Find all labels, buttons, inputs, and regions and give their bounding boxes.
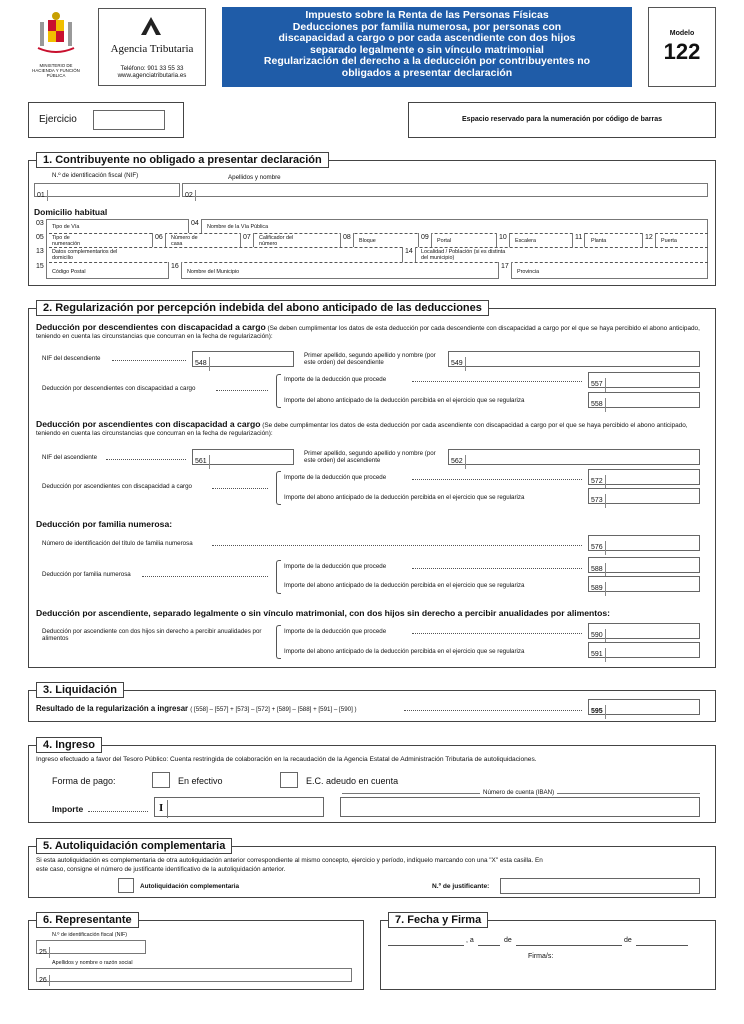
box-number: 03	[34, 219, 47, 233]
leader-dots	[88, 811, 148, 812]
domicilio-heading: Domicilio habitual	[34, 207, 108, 217]
input-561[interactable]	[192, 449, 294, 465]
leader-dots	[106, 459, 186, 460]
box-number: 13	[34, 247, 47, 262]
rep-nif-input[interactable]	[36, 940, 146, 954]
compl-desc-2: este caso, consigne el número de justificante identificativo de la autoliquidación anterior.	[36, 866, 286, 873]
nif-label: N.º de identificación fiscal (NIF)	[52, 172, 139, 179]
desc-paragraph	[36, 323, 710, 341]
leader-dots	[412, 381, 582, 382]
box-number: 591	[589, 648, 606, 662]
input-562[interactable]	[448, 449, 700, 465]
field-label: Puerta	[661, 238, 677, 244]
nif-desc-label: NIF del descendiente	[42, 355, 101, 362]
rep-name-label: Apellidos y nombre o razón social	[52, 960, 133, 966]
brace	[276, 471, 281, 505]
field-label: Tipo de Vía	[52, 224, 80, 230]
brace	[276, 374, 281, 408]
input-548[interactable]	[192, 351, 294, 367]
field-planta[interactable]	[572, 233, 642, 247]
input-589[interactable]	[588, 576, 700, 592]
nif-input[interactable]	[34, 183, 180, 197]
input-558[interactable]	[588, 392, 700, 408]
field-label: Bloque	[359, 238, 376, 244]
liquidacion-row	[36, 704, 357, 713]
ape-asc-label: Primer apellido, segundo apellido y nombre (por este orden) del ascendiente	[304, 450, 436, 464]
field-nombre-via[interactable]	[188, 219, 708, 233]
box-number: 589	[589, 582, 606, 596]
leader-dots	[404, 710, 582, 711]
field-municipio[interactable]	[168, 262, 498, 279]
box-number: 08	[341, 233, 354, 247]
box-number: 16	[169, 262, 182, 279]
fecha-a: , a	[466, 937, 474, 944]
field-datos-complementarios[interactable]	[34, 247, 402, 262]
section-7-title: 7. Fecha y Firma	[388, 912, 488, 928]
forma-pago-label: Forma de pago:	[52, 776, 116, 786]
justificante-input[interactable]	[500, 878, 700, 894]
field-label: Provincia	[517, 269, 540, 275]
input-591[interactable]	[588, 642, 700, 658]
box-number: 06	[153, 233, 166, 247]
field-label: Planta	[591, 238, 607, 244]
complementaria-checkbox[interactable]	[118, 878, 134, 893]
name-input[interactable]	[182, 183, 708, 197]
field-label: Nombre del Municipio	[187, 269, 240, 275]
box-number: 01	[35, 190, 48, 201]
field-label: Calificador del número	[259, 235, 294, 247]
importe-abono-label: Importe del abono anticipado de la deducción percibida en el ejercicio que se regulariza	[284, 397, 525, 404]
coat-of-arms-icon	[28, 10, 84, 58]
field-label: Número de casa	[171, 235, 198, 247]
modelo-box	[648, 7, 716, 87]
adeudo-label: E.C. adeudo en cuenta	[306, 776, 399, 786]
desc-title: Deducción por descendientes con discapacidad a cargo	[36, 322, 266, 332]
asc-title: Deducción por ascendientes con discapacidad a cargo	[36, 419, 261, 429]
fecha-de-2: de	[624, 937, 632, 944]
asc-note-1: (Se debe cumplimentar los datos de esta deducción por cada ascendiente con discapacidad a cargo por el que	[262, 422, 577, 429]
leader-dots	[142, 576, 268, 577]
box-number: 02	[183, 190, 196, 201]
box-number: 15	[34, 262, 47, 279]
ejercicio-box	[28, 102, 184, 138]
modelo-label: Modelo	[669, 30, 695, 37]
box-number: 04	[189, 219, 202, 233]
field-calificador[interactable]	[240, 233, 340, 247]
input-590[interactable]	[588, 623, 700, 639]
input-549[interactable]	[448, 351, 700, 367]
box-number: 573	[589, 494, 606, 508]
fam-num-label: Número de identificación del título de familia numerosa	[42, 540, 193, 547]
title-line: separado legalmente o sin vínculo matrimonial	[310, 43, 544, 56]
agency-box	[98, 8, 206, 86]
input-557[interactable]	[588, 372, 700, 388]
title-line: discapacidad a cargo o por cada ascendiente con dos hijos	[278, 32, 576, 45]
section-5-title: 5. Autoliquidación complementaria	[36, 838, 232, 854]
barcode-area	[408, 102, 716, 138]
input-595[interactable]	[588, 699, 700, 715]
box-number: 09	[419, 233, 432, 247]
brace	[276, 625, 281, 659]
box-number: 595	[589, 705, 606, 719]
ded-fam-label: Deducción por familia numerosa	[42, 571, 131, 578]
ape-desc-label: Primer apellido, segundo apellido y nombre (por este orden) del descendiente	[304, 352, 436, 366]
ded-sep-label: Deducción por ascendiente con dos hijos sin derecho a percibir anualidades por alimentos	[42, 628, 262, 642]
field-portal[interactable]	[418, 233, 496, 247]
compl-desc-1: Si esta autoliquidación es complementaria de otra autoliquidación anterior correspondiente al mismo concepto, ejercicio y período, indíquelo marcando con una "X" esta casilla. En	[36, 857, 543, 864]
agency-logo-icon	[139, 15, 163, 37]
ejercicio-input[interactable]	[93, 110, 165, 130]
leader-dots	[216, 390, 268, 391]
field-tipo-via[interactable]	[34, 219, 188, 233]
field-label: Tipo de numeración	[52, 235, 81, 247]
box-number: 558	[589, 398, 606, 412]
complementaria-label: Autoliquidación complementaria	[140, 883, 240, 890]
brace	[276, 560, 281, 594]
field-label: Datos complementarios del domicilio	[52, 249, 118, 261]
field-puerta[interactable]	[642, 233, 708, 247]
importe-abono-label: Importe del abono anticipado de la deducción percibida en el ejercicio que se regulariza	[284, 494, 525, 501]
title-line: Deducciones por familia numerosa, por personas con	[292, 20, 562, 33]
ingreso-desc: Ingreso efectuado a favor del Tesoro Público: Cuenta restringida de colaboración en la recaudación de la Agencia Estatal de Administración Tributaria de autoliquidaciones.	[36, 756, 537, 763]
field-localidad[interactable]	[402, 247, 708, 262]
input-576[interactable]	[588, 535, 700, 551]
ded-desc-label: Deducción por descendientes con discapacidad a cargo	[42, 385, 196, 392]
box-number: 14	[403, 247, 416, 262]
box-number: 07	[241, 233, 254, 247]
importe-input[interactable]	[154, 797, 324, 817]
title-line: obligados a presentar declaración	[341, 66, 513, 79]
importe-procede-label: Importe de la deducción que procede	[284, 628, 387, 635]
section-1-title: 1. Contribuyente no obligado a presentar declaración	[36, 152, 329, 168]
field-escalera[interactable]	[496, 233, 572, 247]
field-numero-casa[interactable]	[152, 233, 240, 247]
field-label: Localidad / Población (si es distinta del municipio)	[421, 249, 506, 261]
title-line: Impuesto sobre la Renta de las Personas Físicas	[305, 9, 549, 21]
box-number: 10	[497, 233, 510, 247]
desc-note-1: (Se deben cumplimentar los datos de esta deducción por cada descendiente con discapacidad a cargo por	[267, 325, 570, 332]
field-provincia[interactable]	[498, 262, 708, 279]
leader-dots	[412, 633, 582, 634]
field-label: Nombre de la Vía Pública	[207, 224, 269, 230]
ministry-logo	[28, 10, 84, 78]
field-label: Escalera	[515, 238, 536, 244]
firma-label: Firma/s:	[528, 953, 554, 960]
form-title-box	[222, 7, 632, 87]
year-line[interactable]	[636, 945, 688, 946]
leader-dots	[212, 545, 582, 546]
leader-dots	[412, 479, 582, 480]
leader-dots	[112, 360, 186, 361]
ded-asc-label: Deducción por ascendientes con discapacidad a cargo	[42, 483, 192, 490]
importe-i-mark: I	[155, 800, 168, 818]
ministry-name: MINISTERIO DE HACIENDA Y FUNCIÓN PÚBLICA	[32, 63, 80, 78]
agency-phone: Teléfono: 901 33 55 33	[120, 65, 184, 72]
sep-title: Deducción por ascendiente, separado legalmente o sin vínculo matrimonial, con dos hijos sin derecho a percibir anualidades por alimentos:	[36, 608, 611, 618]
rep-nif-label: N.º de identificación fiscal (NIF)	[52, 932, 128, 938]
box-number: 576	[589, 541, 606, 555]
input-572[interactable]	[588, 469, 700, 485]
box-number: 26	[37, 975, 50, 986]
rep-name-input[interactable]	[36, 968, 352, 982]
name-label: Apellidos y nombre	[228, 174, 281, 181]
adeudo-checkbox[interactable]	[280, 772, 298, 788]
importe-label: Importe	[52, 804, 84, 814]
box-number: 572	[589, 475, 606, 489]
box-number: 549	[449, 357, 466, 371]
box-number: 557	[589, 378, 606, 392]
importe-procede-label: Importe de la deducción que procede	[284, 474, 387, 481]
section-2-title: 2. Regularización por percepción indebida del abono anticipado de las deducciones	[36, 300, 489, 316]
section-4-title: 4. Ingreso	[36, 737, 102, 753]
month-line[interactable]	[516, 945, 622, 946]
iban-input[interactable]	[340, 797, 700, 817]
input-588[interactable]	[588, 557, 700, 573]
agency-web: www.agenciatributaria.es	[117, 72, 187, 79]
section-6-title: 6. Representante	[36, 912, 139, 928]
field-codigo-postal[interactable]	[34, 262, 168, 279]
asc-note-2: se haya percibido el abono anticipado, teniendo en cuenta las circunstancias que concurran en la fecha de regularización):	[36, 422, 688, 437]
desc-note-2: el que se haya percibido el abono anticipado, teniendo en cuenta las circunstancias que concurran en la fecha de regularización):	[36, 325, 700, 340]
justificante-label: N.º de justificante:	[432, 883, 490, 890]
field-label: Portal	[437, 238, 452, 244]
ejercicio-label: Ejercicio	[39, 114, 77, 125]
box-number: 12	[643, 233, 656, 247]
input-573[interactable]	[588, 488, 700, 504]
field-bloque[interactable]	[340, 233, 418, 247]
field-tipo-numeracion[interactable]	[34, 233, 152, 247]
fecha-de-1: de	[504, 937, 512, 944]
box-number: 25	[37, 947, 50, 958]
box-number: 590	[589, 629, 606, 643]
box-number: 548	[193, 357, 210, 371]
box-number: 561	[193, 455, 210, 469]
box-number: 562	[449, 455, 466, 469]
leader-dots	[412, 568, 582, 569]
barcode-label: Espacio reservado para la numeración por código de barras	[462, 116, 662, 123]
importe-abono-label: Importe del abono anticipado de la deducción percibida en el ejercicio que se regulariza	[284, 582, 525, 589]
box-number: 17	[499, 262, 512, 279]
importe-procede-label: Importe de la deducción que procede	[284, 376, 387, 383]
efectivo-checkbox[interactable]	[152, 772, 170, 788]
asc-paragraph	[36, 420, 710, 438]
box-number: 05	[34, 233, 47, 247]
section-3-title: 3. Liquidación	[36, 682, 124, 698]
iban-label: Número de cuenta (IBAN)	[480, 789, 557, 796]
result-label: Resultado de la regularización a ingresar	[36, 704, 189, 713]
importe-abono-label: Importe del abono anticipado de la deducción percibida en el ejercicio que se regulariza	[284, 648, 525, 655]
leader-dots	[212, 488, 268, 489]
importe-procede-label: Importe de la deducción que procede	[284, 563, 387, 570]
fam-title: Deducción por familia numerosa:	[36, 519, 173, 529]
nif-asc-label: NIF del ascendiente	[42, 454, 98, 461]
box-number: 588	[589, 563, 606, 577]
box-number: 11	[573, 233, 585, 247]
agency-name: Agencia Tributaria	[110, 43, 194, 55]
day-line[interactable]	[478, 945, 500, 946]
place-line[interactable]	[388, 945, 464, 946]
field-label: Código Postal	[52, 269, 86, 275]
efectivo-label: En efectivo	[178, 776, 223, 786]
modelo-number: 122	[663, 39, 701, 64]
title-line: Regularización del derecho a la deducción por contribuyentes no	[263, 55, 591, 68]
result-formula: ( [558] – [557] + [573] – [572] + [589] – [588] + [591] – [590] )	[190, 706, 357, 713]
